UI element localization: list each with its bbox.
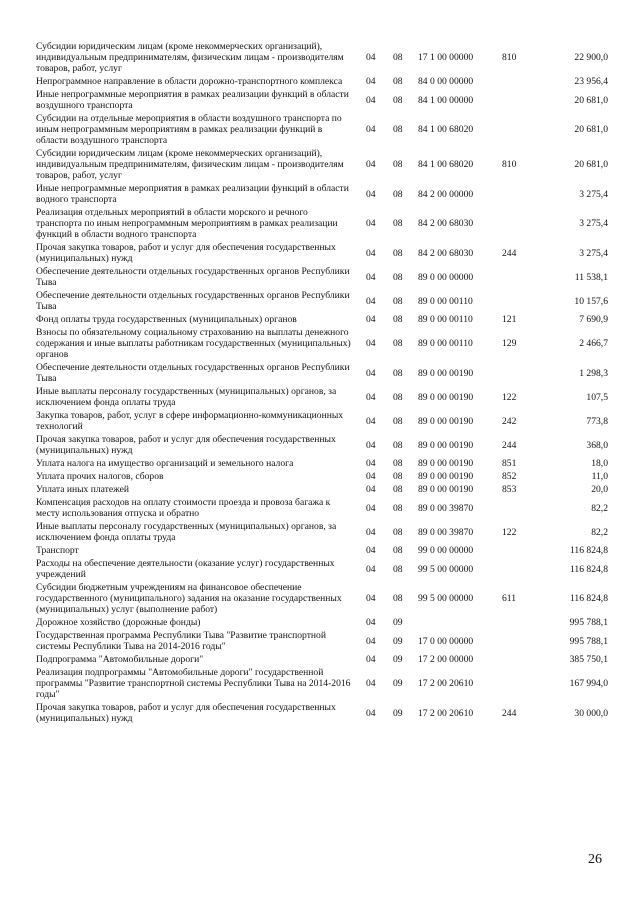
row-section: 04 [366, 271, 376, 283]
row-name: Иные выплаты персоналу государственных (муниципальных) органов, за исключением фонда оплаты труда [36, 521, 337, 543]
row-subsection: 08 [393, 458, 403, 469]
row-section: 04 [366, 159, 376, 170]
row-expense-type [502, 629, 548, 653]
row-expense-type [502, 265, 548, 289]
table-row [36, 326, 608, 361]
row-name: Транспорт [36, 545, 79, 556]
row-name: Фонд оплаты труда государственных (муниципальных) органов [36, 314, 297, 325]
row-section: 04 [366, 484, 376, 495]
row-name: Компенсация расходов на оплату стоимости проезда и провоза багажа к месту использования отпуска и обратно [36, 497, 331, 519]
row-name: Обеспечение деятельности отдельных государственных органов Республики Тыва [36, 362, 350, 384]
row-expense-type: 853 [502, 484, 517, 495]
row-expense-type [502, 75, 548, 88]
row-name: Прочая закупка товаров, работ и услуг для обеспечения государственных (муниципальных) нужд [36, 434, 336, 456]
row-section: 04 [366, 458, 376, 469]
row-subsection: 08 [393, 391, 403, 403]
row-name: Уплата прочих налогов, сборов [36, 471, 164, 482]
row-expense-type [502, 496, 548, 520]
row-subsection: 08 [393, 124, 403, 135]
row-target-article: 89 0 00 00190 [418, 484, 474, 495]
row-name: Непрограммное направление в области дорожно-транспортного комплекса [36, 76, 343, 87]
row-target-article: 89 0 00 39870 [418, 502, 474, 514]
row-subsection: 08 [393, 545, 403, 556]
row-target-article: 84 0 00 00000 [418, 76, 474, 87]
table-row [36, 75, 608, 88]
row-subsection: 08 [393, 439, 403, 451]
row-section: 04 [366, 654, 376, 665]
row-expense-type [502, 653, 548, 666]
table-row [36, 409, 608, 433]
row-subsection: 08 [393, 218, 403, 229]
row-target-article: 89 0 00 00110 [418, 338, 473, 349]
row-amount: 385 750,1 [569, 654, 608, 665]
row-amount: 10 157,6 [574, 295, 608, 307]
row-name: Прочая закупка товаров, работ и услуг для обеспечения государственных (муниципальных) нужд [36, 702, 336, 724]
row-amount: 20 681,0 [574, 94, 608, 106]
row-section: 04 [366, 391, 376, 403]
row-name: Закупка товаров, работ, услуг в сфере информационно-коммуникационных технологий [36, 410, 344, 432]
row-expense-type: 852 [502, 471, 517, 482]
row-amount: 116 824,8 [569, 593, 608, 604]
row-expense-type [502, 182, 548, 206]
table-row [36, 581, 608, 616]
row-subsection: 08 [393, 338, 403, 349]
row-amount: 30 000,0 [574, 707, 608, 719]
row-section: 04 [366, 593, 376, 604]
row-amount: 11 538,1 [574, 271, 608, 283]
row-expense-type: 122 [502, 526, 517, 538]
row-target-article: 89 0 00 00190 [418, 415, 474, 427]
table-row [36, 457, 608, 470]
row-name: Субсидии юридическим лицам (кроме некоммерческих организаций), индивидуальным предпринимателям, физическим лицам - производителям товаров, работ, услуг [36, 41, 344, 74]
row-subsection: 08 [393, 188, 403, 200]
row-subsection: 08 [393, 367, 403, 379]
row-name: Обеспечение деятельности отдельных государственных органов Республики Тыва [36, 266, 350, 288]
row-subsection: 08 [393, 415, 403, 427]
row-subsection: 08 [393, 502, 403, 514]
row-expense-type: 851 [502, 458, 517, 469]
row-name: Уплата иных платежей [36, 484, 130, 495]
row-amount: 7 690,9 [579, 314, 608, 325]
row-subsection: 08 [393, 76, 403, 87]
row-target-article: 89 0 00 00110 [418, 314, 473, 325]
row-section: 04 [366, 124, 376, 135]
row-section: 04 [366, 678, 376, 689]
table-row [36, 629, 608, 653]
row-name: Иные непрограммные мероприятия в рамках реализации функций в области водного транспорта [36, 183, 349, 205]
row-target-article: 84 1 00 68020 [418, 124, 474, 135]
row-subsection: 09 [393, 635, 403, 647]
row-expense-type [502, 88, 548, 112]
row-expense-type [502, 361, 548, 385]
row-subsection: 08 [393, 247, 403, 259]
row-section: 04 [366, 52, 376, 63]
table-row [36, 112, 608, 147]
row-amount: 23 956,4 [574, 76, 608, 87]
table-row [36, 147, 608, 182]
row-target-article: 17 0 00 00000 [418, 635, 474, 647]
row-expense-type: 122 [502, 391, 517, 403]
table-row [36, 182, 608, 206]
table-row [36, 520, 608, 544]
row-target-article: 17 2 00 20610 [418, 707, 474, 719]
row-section: 04 [366, 188, 376, 200]
budget-table [36, 40, 608, 725]
row-amount: 3 275,4 [579, 247, 608, 259]
row-target-article: 84 1 00 68020 [418, 159, 474, 170]
row-name: Иные выплаты персоналу государственных (муниципальных) органов, за исключением фонда оплаты труда [36, 386, 337, 408]
row-amount: 20 681,0 [574, 159, 608, 170]
row-name: Взносы по обязательному социальному страхованию на выплаты денежного содержания и иные выплаты работникам государственных (муниципальных) органов [36, 327, 351, 360]
table-row [36, 313, 608, 326]
row-expense-type: 244 [502, 707, 517, 719]
table-row [36, 265, 608, 289]
table-row [36, 653, 608, 666]
table-row [36, 557, 608, 581]
row-section: 04 [366, 338, 376, 349]
row-target-article: 89 0 00 00190 [418, 391, 474, 403]
table-row [36, 289, 608, 313]
row-name: Расходы на обеспечение деятельности (оказание услуг) государственных учреждений [36, 558, 335, 580]
row-expense-type [502, 666, 548, 701]
row-name: Государственная программа Республики Тыва "Развитие транспортной системы Республики Тыва на 2014-2016 годы" [36, 630, 326, 652]
row-subsection: 08 [393, 563, 403, 575]
row-subsection: 08 [393, 593, 403, 604]
row-target-article: 84 2 00 00000 [418, 188, 474, 200]
row-section: 04 [366, 502, 376, 514]
row-name: Реализация отдельных мероприятий в области морского и речного транспорта по иным непрограммным мероприятиям в рамках реализации функций в области водного транспорта [36, 207, 338, 240]
row-amount: 11,0 [591, 471, 608, 482]
table-row [36, 616, 608, 629]
row-amount: 20 681,0 [574, 124, 608, 135]
row-subsection: 09 [393, 678, 403, 689]
row-amount: 995 788,1 [569, 617, 608, 628]
row-section: 04 [366, 707, 376, 719]
table-row [36, 361, 608, 385]
row-name: Прочая закупка товаров, работ и услуг для обеспечения государственных (муниципальных) нужд [36, 242, 336, 264]
row-target-article: 89 0 00 00000 [418, 271, 474, 283]
row-target-article: 89 0 00 00190 [418, 471, 474, 482]
table-row [36, 88, 608, 112]
row-expense-type [502, 112, 548, 147]
row-amount: 995 788,1 [569, 635, 608, 647]
row-subsection: 08 [393, 314, 403, 325]
row-amount: 82,2 [591, 502, 608, 514]
row-subsection: 08 [393, 484, 403, 495]
table-row [36, 470, 608, 483]
row-name: Субсидии на отдельные мероприятия в области воздушного транспорта по иным непрограммным мероприятиям в рамках реализации функций в области воздушного транспорта [36, 113, 342, 146]
row-name: Реализация подпрограммы "Автомобильные дороги" государственной программы "Развитие транспортной системы Республики Тыва на 2014-2016 годы" [36, 667, 351, 700]
table-row [36, 701, 608, 725]
row-target-article: 89 0 00 00190 [418, 367, 474, 379]
row-section: 04 [366, 545, 376, 556]
row-section: 04 [366, 617, 376, 628]
row-target-article: 89 0 00 00110 [418, 295, 473, 307]
row-subsection: 08 [393, 295, 403, 307]
row-subsection: 08 [393, 526, 403, 538]
row-subsection: 08 [393, 271, 403, 283]
row-amount: 3 275,4 [579, 188, 608, 200]
row-target-article: 89 0 00 00190 [418, 439, 474, 451]
row-expense-type: 129 [502, 338, 517, 349]
row-section: 04 [366, 635, 376, 647]
row-subsection: 08 [393, 159, 403, 170]
row-name: Дорожное хозяйство (дорожные фонды) [36, 617, 201, 628]
row-section: 04 [366, 218, 376, 229]
row-target-article: 99 0 00 00000 [418, 545, 474, 556]
row-amount: 167 994,0 [569, 678, 608, 689]
row-target-article: 17 2 00 20610 [418, 678, 474, 689]
table-row [36, 666, 608, 701]
row-amount: 2 466,7 [579, 338, 608, 349]
row-name: Иные непрограммные мероприятия в рамках реализации функций в области воздушного транспорта [36, 89, 349, 111]
row-target-article: 84 2 00 68030 [418, 247, 474, 259]
table-row [36, 385, 608, 409]
row-expense-type: 244 [502, 247, 517, 259]
row-target-article: 99 5 00 00000 [418, 563, 474, 575]
row-amount: 773,8 [586, 415, 608, 427]
row-section: 04 [366, 439, 376, 451]
row-subsection: 08 [393, 471, 403, 482]
table-row [36, 433, 608, 457]
table-row [36, 496, 608, 520]
row-name: Субсидии бюджетным учреждениям на финансовое обеспечение государственного (муниципального) задания на оказание государственных (муниципальных) услуг (выполнение работ) [36, 582, 342, 615]
row-target-article: 17 2 00 00000 [418, 654, 474, 665]
row-amount: 107,5 [586, 391, 608, 403]
row-expense-type: 810 [502, 52, 517, 63]
row-target-article: 17 1 00 00000 [418, 52, 474, 63]
row-subsection: 08 [393, 52, 403, 63]
row-amount: 22 900,0 [574, 52, 608, 63]
row-section: 04 [366, 563, 376, 575]
row-amount: 18,0 [591, 458, 608, 469]
row-section: 04 [366, 367, 376, 379]
row-amount: 116 824,8 [569, 545, 608, 556]
row-subsection: 09 [393, 654, 403, 665]
row-target-article: 89 0 00 00190 [418, 458, 474, 469]
row-section: 04 [366, 415, 376, 427]
row-expense-type [502, 206, 548, 241]
row-expense-type [502, 557, 548, 581]
row-section: 04 [366, 471, 376, 482]
row-name: Обеспечение деятельности отдельных государственных органов Республики Тыва [36, 290, 350, 312]
row-amount: 368,0 [586, 439, 608, 451]
row-target-article: 99 5 00 00000 [418, 593, 474, 604]
table-row [36, 483, 608, 496]
row-section: 04 [366, 295, 376, 307]
row-expense-type: 810 [502, 159, 517, 170]
row-section: 04 [366, 247, 376, 259]
row-target-article [418, 616, 502, 629]
page-number: 26 [588, 852, 602, 867]
table-row [36, 206, 608, 241]
table-row [36, 40, 608, 75]
table-row [36, 241, 608, 265]
row-subsection: 08 [393, 94, 403, 106]
row-expense-type [502, 616, 548, 629]
row-target-article: 84 2 00 68030 [418, 218, 474, 229]
row-expense-type: 242 [502, 415, 517, 427]
row-name: Уплата налога на имущество организаций и земельного налога [36, 458, 294, 469]
row-target-article: 84 1 00 00000 [418, 94, 474, 106]
row-section: 04 [366, 94, 376, 106]
row-section: 04 [366, 314, 376, 325]
row-expense-type: 121 [502, 314, 517, 325]
row-section: 04 [366, 76, 376, 87]
budget-table-body [36, 40, 608, 725]
row-section: 04 [366, 526, 376, 538]
row-name: Подпрограмма "Автомобильные дороги" [36, 654, 204, 665]
row-subsection: 09 [393, 707, 403, 719]
row-name: Субсидии юридическим лицам (кроме некоммерческих организаций), индивидуальным предпринимателям, физическим лицам - производителям товаров, работ, услуг [36, 148, 344, 181]
row-amount: 3 275,4 [579, 218, 608, 229]
row-subsection: 09 [393, 617, 403, 628]
row-amount: 20,0 [591, 484, 608, 495]
row-amount: 1 298,3 [579, 367, 608, 379]
row-amount: 82,2 [591, 526, 608, 538]
table-row [36, 544, 608, 557]
row-amount: 116 824,8 [569, 563, 608, 575]
row-expense-type: 611 [502, 593, 517, 604]
row-expense-type: 244 [502, 439, 517, 451]
row-expense-type [502, 544, 548, 557]
row-expense-type [502, 289, 548, 313]
row-target-article: 89 0 00 39870 [418, 526, 474, 538]
